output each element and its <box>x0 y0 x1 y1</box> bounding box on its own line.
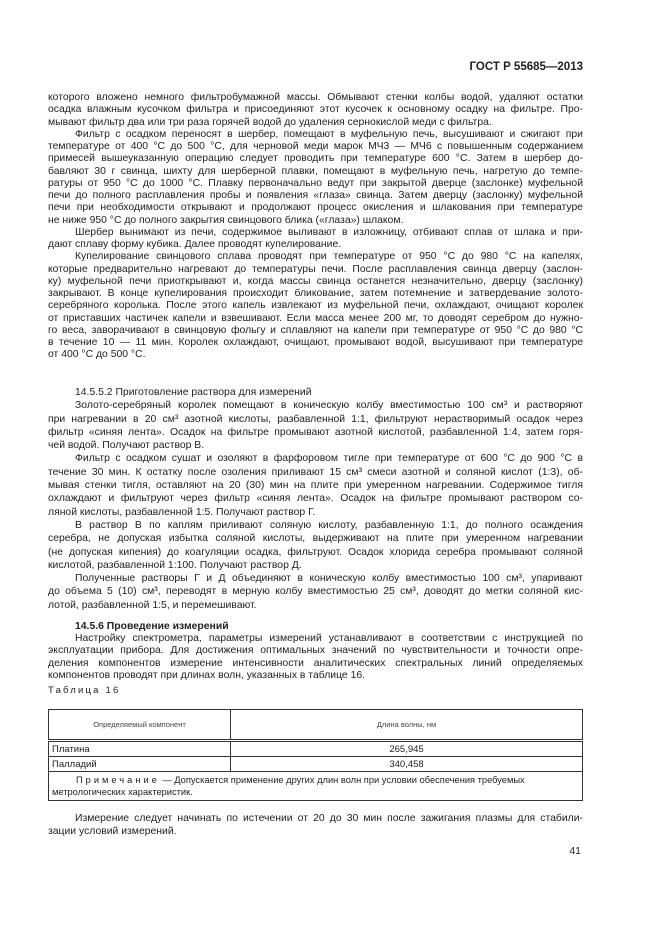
cell-component: Палладий <box>49 757 231 772</box>
text-line: в течение 10 — 11 мин. Королек охлаждают, очищают, промывают водой, высушивают при температуре <box>48 337 583 348</box>
text-line: дают сплаву форму кубика. Далее проводят купелирование. <box>48 239 342 250</box>
text-line: серебряного королька. После этого капель извлекают из муфельной печи, охлаждают, очищают королек <box>48 300 583 312</box>
text-line: чей водой. Получают раствор В. <box>48 440 205 452</box>
table-row <box>49 741 583 757</box>
text-line: кислотой, разбавленной 1:100. Получают раствор Д. <box>48 559 302 571</box>
text-line: печи до полного расплавления пробы и появления «глаза» свинца. Затем дверцу (заслонку) муфельной <box>48 190 583 201</box>
text-line: го веса, заворачивают в свинцовую фольгу и сплавляют на капели при температуре от 950 °С до 980 °С <box>48 324 583 336</box>
text-line: охлаждают и фильтруют через фильтр «синяя лента». Осадок на фильтре промывают раствором со- <box>48 493 583 505</box>
text-line: Купелирование свинцового сплава проводят при температуре от 950 °С до 980 °С на капелях, <box>75 251 583 263</box>
text-line: фильтр «синяя лента». Осадок на фильтре промывают азотной кислотой, разбавленной 1:4, затем горя- <box>48 426 583 438</box>
text-line: зации условий измерений. <box>48 826 177 837</box>
table-note <box>49 772 583 801</box>
text-line: Измерение следует начинать по истечении от 20 до 30 мин после зажигания плазмы для стабили- <box>75 813 583 824</box>
table-note-row <box>49 772 583 801</box>
text-line: осадка влажным кусочком фильтра и присоединяют этот кусочек к основному осадку на фильтре. Про- <box>48 104 583 116</box>
cell-wavelength: 265,945 <box>231 741 583 757</box>
text-line: серебра, не допуская избытка соляной кислоты, выдерживают на плите при умеренном нагревании <box>48 533 583 545</box>
header-wavelength: Длина волны, нм <box>231 710 583 741</box>
text-line: (не допуская кипения) до коагуляции осадка, фильтруют. Осадок хлорида серебра промывают соляной <box>48 546 583 558</box>
page-number: 41 <box>569 845 581 857</box>
text-line: Настройку спектрометра, параметры измерений устанавливают в соответствии с инструкцией по <box>75 633 583 645</box>
table-header-row <box>49 710 583 741</box>
note-text: — Допускается применение других длин волн при условии обеспечения требуемых метрологических характеристик. <box>52 775 525 797</box>
table-caption: Таблица 16 <box>48 685 121 696</box>
text-line: лотой, разбавленной 1:5, и перемешивают. <box>48 599 257 611</box>
note-label: Примечание <box>76 775 160 785</box>
text-line: Фильтр с осадком сушат и озоляют в фарфоровом тигле при температуре от 600 °С до 900 °С в <box>75 453 583 465</box>
text-line: деления компонентов измерение интенсивности аналитических спектральных линий определяемых <box>48 657 583 669</box>
text-line: закрывают. В конце купелирования происходит бликование, затем потемнение и затвердевание золото- <box>48 288 583 299</box>
text-line: примесей вышеуказанную операцию следует проводить при температуре 600 °С. Затем в шербер до- <box>48 153 583 165</box>
text-line: до объема 5 (10) см³, переводят в мерную колбу вместимостью 25 см³, доводят до метки соляной кис- <box>48 586 583 598</box>
text-line: при нагревании в 20 см³ азотной кислоты, разбавленной 1:1, фильтруют нерастворимый осадок через <box>48 413 583 425</box>
text-block-c <box>48 621 583 682</box>
text-block-a <box>48 92 583 362</box>
text-line: течение 30 мин. К остатку после озоления приливают 15 см³ смеси азотной и соляной кислот (1:3), об- <box>48 466 583 478</box>
text-line: В раствор В по каплям приливают соляную кислоту, разбавленную 1:1, до полного осаждения <box>75 519 583 531</box>
text-line: от приставших частичек капели и взвешивают. Если масса менее 200 мг, то доводят серебром до нужно- <box>48 312 583 324</box>
text-line: ляной кислоты, разбавленной 1:5. Получают раствор Г. <box>48 506 316 518</box>
text-line: от 400 °С до 500 °С. <box>48 349 146 361</box>
document-header: ГОСТ Р 55685—2013 <box>469 61 583 73</box>
text-block-d <box>48 812 583 838</box>
text-line: Шербер вынимают из печи, содержимое выливают в изложницу, отбивают сплав от шлака и при- <box>75 226 583 238</box>
text-line: которые предварительно нагревают до температуры печи. После расплавления свинца дверцу (заслон- <box>48 263 583 275</box>
text-line: Фильтр с осадком переносят в шербер, помещают в муфельную печь, высушивают и сжигают при <box>75 128 583 140</box>
header-component: Определяемый компонент <box>49 710 231 741</box>
text-line: компонентов проводят при длинах волн, указанных в таблице 16. <box>48 669 366 681</box>
cell-component: Платина <box>49 741 231 757</box>
text-line: Золото-серебряный королек помещают в коническую колбу вместимостью 100 см³ и растворяют <box>75 400 583 412</box>
text-line: не ниже 950 °С до полного закрытия свинцового блика («глаза») шлаком. <box>48 214 404 226</box>
text-block-b <box>48 386 583 612</box>
text-line: печи при необходимости открывают и продолжают процесс окисления и шлакования при температуре <box>48 202 583 214</box>
text-line: ку) муфельной печи приоткрывают и, когда массы свинца останется незначительно, дверцу (заслонку) <box>48 275 583 287</box>
text-line: Полученные растворы Г и Д объединяют в коническую колбу вместимостью 100 см³, упаривают <box>75 573 583 585</box>
text-line: которого вложено немного фильтробумажной массы. Обмывают стенки колбы водой, удаляют остатки <box>48 92 583 103</box>
text-line: температуре от 400 °С до 500 °С, для черновой меди марок МЧ3 — МЧ6 с повышенным содержанием <box>48 141 583 152</box>
text-line: бавляют 30 г свинца, шихту для шерберной плавки, помещают в муфельную печь, нагретую до темпе- <box>48 165 583 177</box>
text-line: ратуры от 950 °С до 1000 °С. Плавку первоначально ведут при закрытой дверце (заслонке) муфельной <box>48 177 583 189</box>
text-line: 14.5.5.2 Приготовление раствора для измерений <box>75 387 312 398</box>
text-line: мывают фильтр два или три раза горячей водой до удаления сернокислой меди с фильтра. <box>48 116 492 128</box>
text-line: эксплуатации прибора. Для достижения оптимальных значений по чувствительности и точности опре- <box>48 645 583 657</box>
table-row <box>49 757 583 772</box>
section-heading: 14.5.6 Проведение измерений <box>75 621 229 632</box>
cell-wavelength: 340,458 <box>231 757 583 772</box>
text-line: мывая стенки тигля, оставляют на 20 (30) мин на плите при умеренном нагревании. Содержимое тигля <box>48 480 583 492</box>
wavelength-table <box>48 709 583 801</box>
